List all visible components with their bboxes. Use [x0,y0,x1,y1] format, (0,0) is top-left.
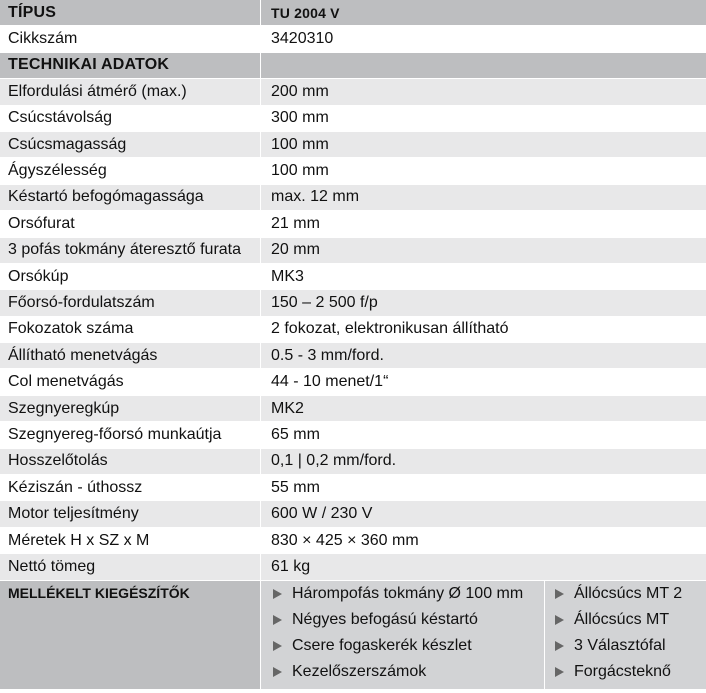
type-header-row [0,0,706,26]
spec-row [0,238,706,264]
spec-row [0,264,706,290]
spec-value: 65 mm [271,425,320,443]
spec-value: 2 fokozat, elektronikusan állítható [271,320,509,338]
spec-row [0,158,706,184]
accessory-text: Állócsúcs MT [574,610,670,628]
spec-value: max. 12 mm [271,188,360,206]
accessory-item [555,659,706,685]
spec-value: 830 × 425 × 360 mm [271,531,419,549]
section-title: TECHNIKAI ADATOK [0,53,261,78]
spec-value: 150 – 2 500 f/p [271,293,378,311]
spec-label: 3 pofás tokmány áteresztő furata [0,238,261,263]
spec-value: 100 mm [271,135,329,153]
accessory-text: Csere fogaskerék készlet [292,636,472,654]
spec-value: 200 mm [271,82,329,100]
spec-label: Col menetvágás [0,369,261,394]
spec-label: Fokozatok száma [0,317,261,342]
accessories-column-1 [261,581,545,689]
spec-rows [0,79,706,580]
spec-label: Orsókúp [0,264,261,289]
accessory-item [555,607,706,633]
spec-value: MK2 [271,399,304,417]
spec-value: 300 mm [271,109,329,127]
accessory-item [273,633,544,659]
accessories-column-2 [545,581,706,689]
bullet-triangle-icon [273,641,282,651]
spec-row [0,106,706,132]
accessories-row [0,581,706,689]
spec-label: Kéziszán - úthossz [0,475,261,500]
spec-value: 20 mm [271,241,320,259]
spec-row [0,422,706,448]
spec-value: 0.5 - 3 mm/ford. [271,346,384,364]
bullet-triangle-icon [555,615,564,625]
spec-label: Késtartó befogómagassága [0,185,261,210]
spec-row [0,317,706,343]
spec-row [0,290,706,316]
spec-value: 600 W / 230 V [271,505,373,523]
bullet-triangle-icon [273,667,282,677]
type-value: TU 2004 V [271,4,340,21]
accessory-item [555,581,706,607]
spec-row [0,132,706,158]
spec-value: 100 mm [271,162,329,180]
accessory-text: Hárompofás tokmány Ø 100 mm [292,584,524,602]
spec-label: Hosszelőtolás [0,449,261,474]
article-label: Cikkszám [0,26,261,51]
spec-value: 44 - 10 menet/1“ [271,373,389,391]
bullet-triangle-icon [555,589,564,599]
spec-value: 55 mm [271,478,320,496]
spec-label: Nettó tömeg [0,554,261,579]
section-header-row [0,53,706,79]
spec-row [0,79,706,105]
spec-row [0,211,706,237]
spec-row [0,554,706,580]
spec-row [0,475,706,501]
accessory-text: Állócsúcs MT 2 [574,584,683,602]
section-spacer [261,53,706,78]
accessory-item [273,659,544,685]
article-value: 3420310 [271,30,334,48]
spec-label: Méretek H x SZ x M [0,528,261,553]
spec-row [0,449,706,475]
bullet-triangle-icon [555,641,564,651]
accessory-item [273,581,544,607]
spec-value: MK3 [271,267,304,285]
spec-value: 0,1 | 0,2 mm/ford. [271,452,397,470]
spec-label: Motor teljesítmény [0,501,261,526]
accessories-label: MELLÉKELT KIEGÉSZÍTŐK [0,581,261,689]
bullet-triangle-icon [555,667,564,677]
spec-label: Elfordulási átmérő (max.) [0,79,261,104]
spec-label: Állítható menetvágás [0,343,261,368]
accessory-item [555,633,706,659]
accessory-text: Kezelőszerszámok [292,662,427,680]
accessory-text: 3 Választófal [574,636,666,654]
spec-row [0,185,706,211]
spec-value: 21 mm [271,214,320,232]
spec-label: Csúcstávolság [0,106,261,131]
bullet-triangle-icon [273,589,282,599]
spec-row [0,501,706,527]
spec-row [0,396,706,422]
type-label: TÍPUS [0,0,261,25]
spec-row [0,528,706,554]
spec-label: Főorsó-fordulatszám [0,290,261,315]
spec-label: Orsófurat [0,211,261,236]
spec-label: Ágyszélesség [0,158,261,183]
bullet-triangle-icon [273,615,282,625]
spec-value: 61 kg [271,557,311,575]
accessory-text: Forgácsteknő [574,662,671,680]
accessory-item [273,607,544,633]
spec-label: Szegnyereg-főorsó munkaútja [0,422,261,447]
spec-row [0,343,706,369]
spec-row [0,369,706,395]
article-row [0,26,706,52]
spec-label: Csúcsmagasság [0,132,261,157]
accessory-text: Négyes befogású késtartó [292,610,478,628]
spec-label: Szegnyeregkúp [0,396,261,421]
